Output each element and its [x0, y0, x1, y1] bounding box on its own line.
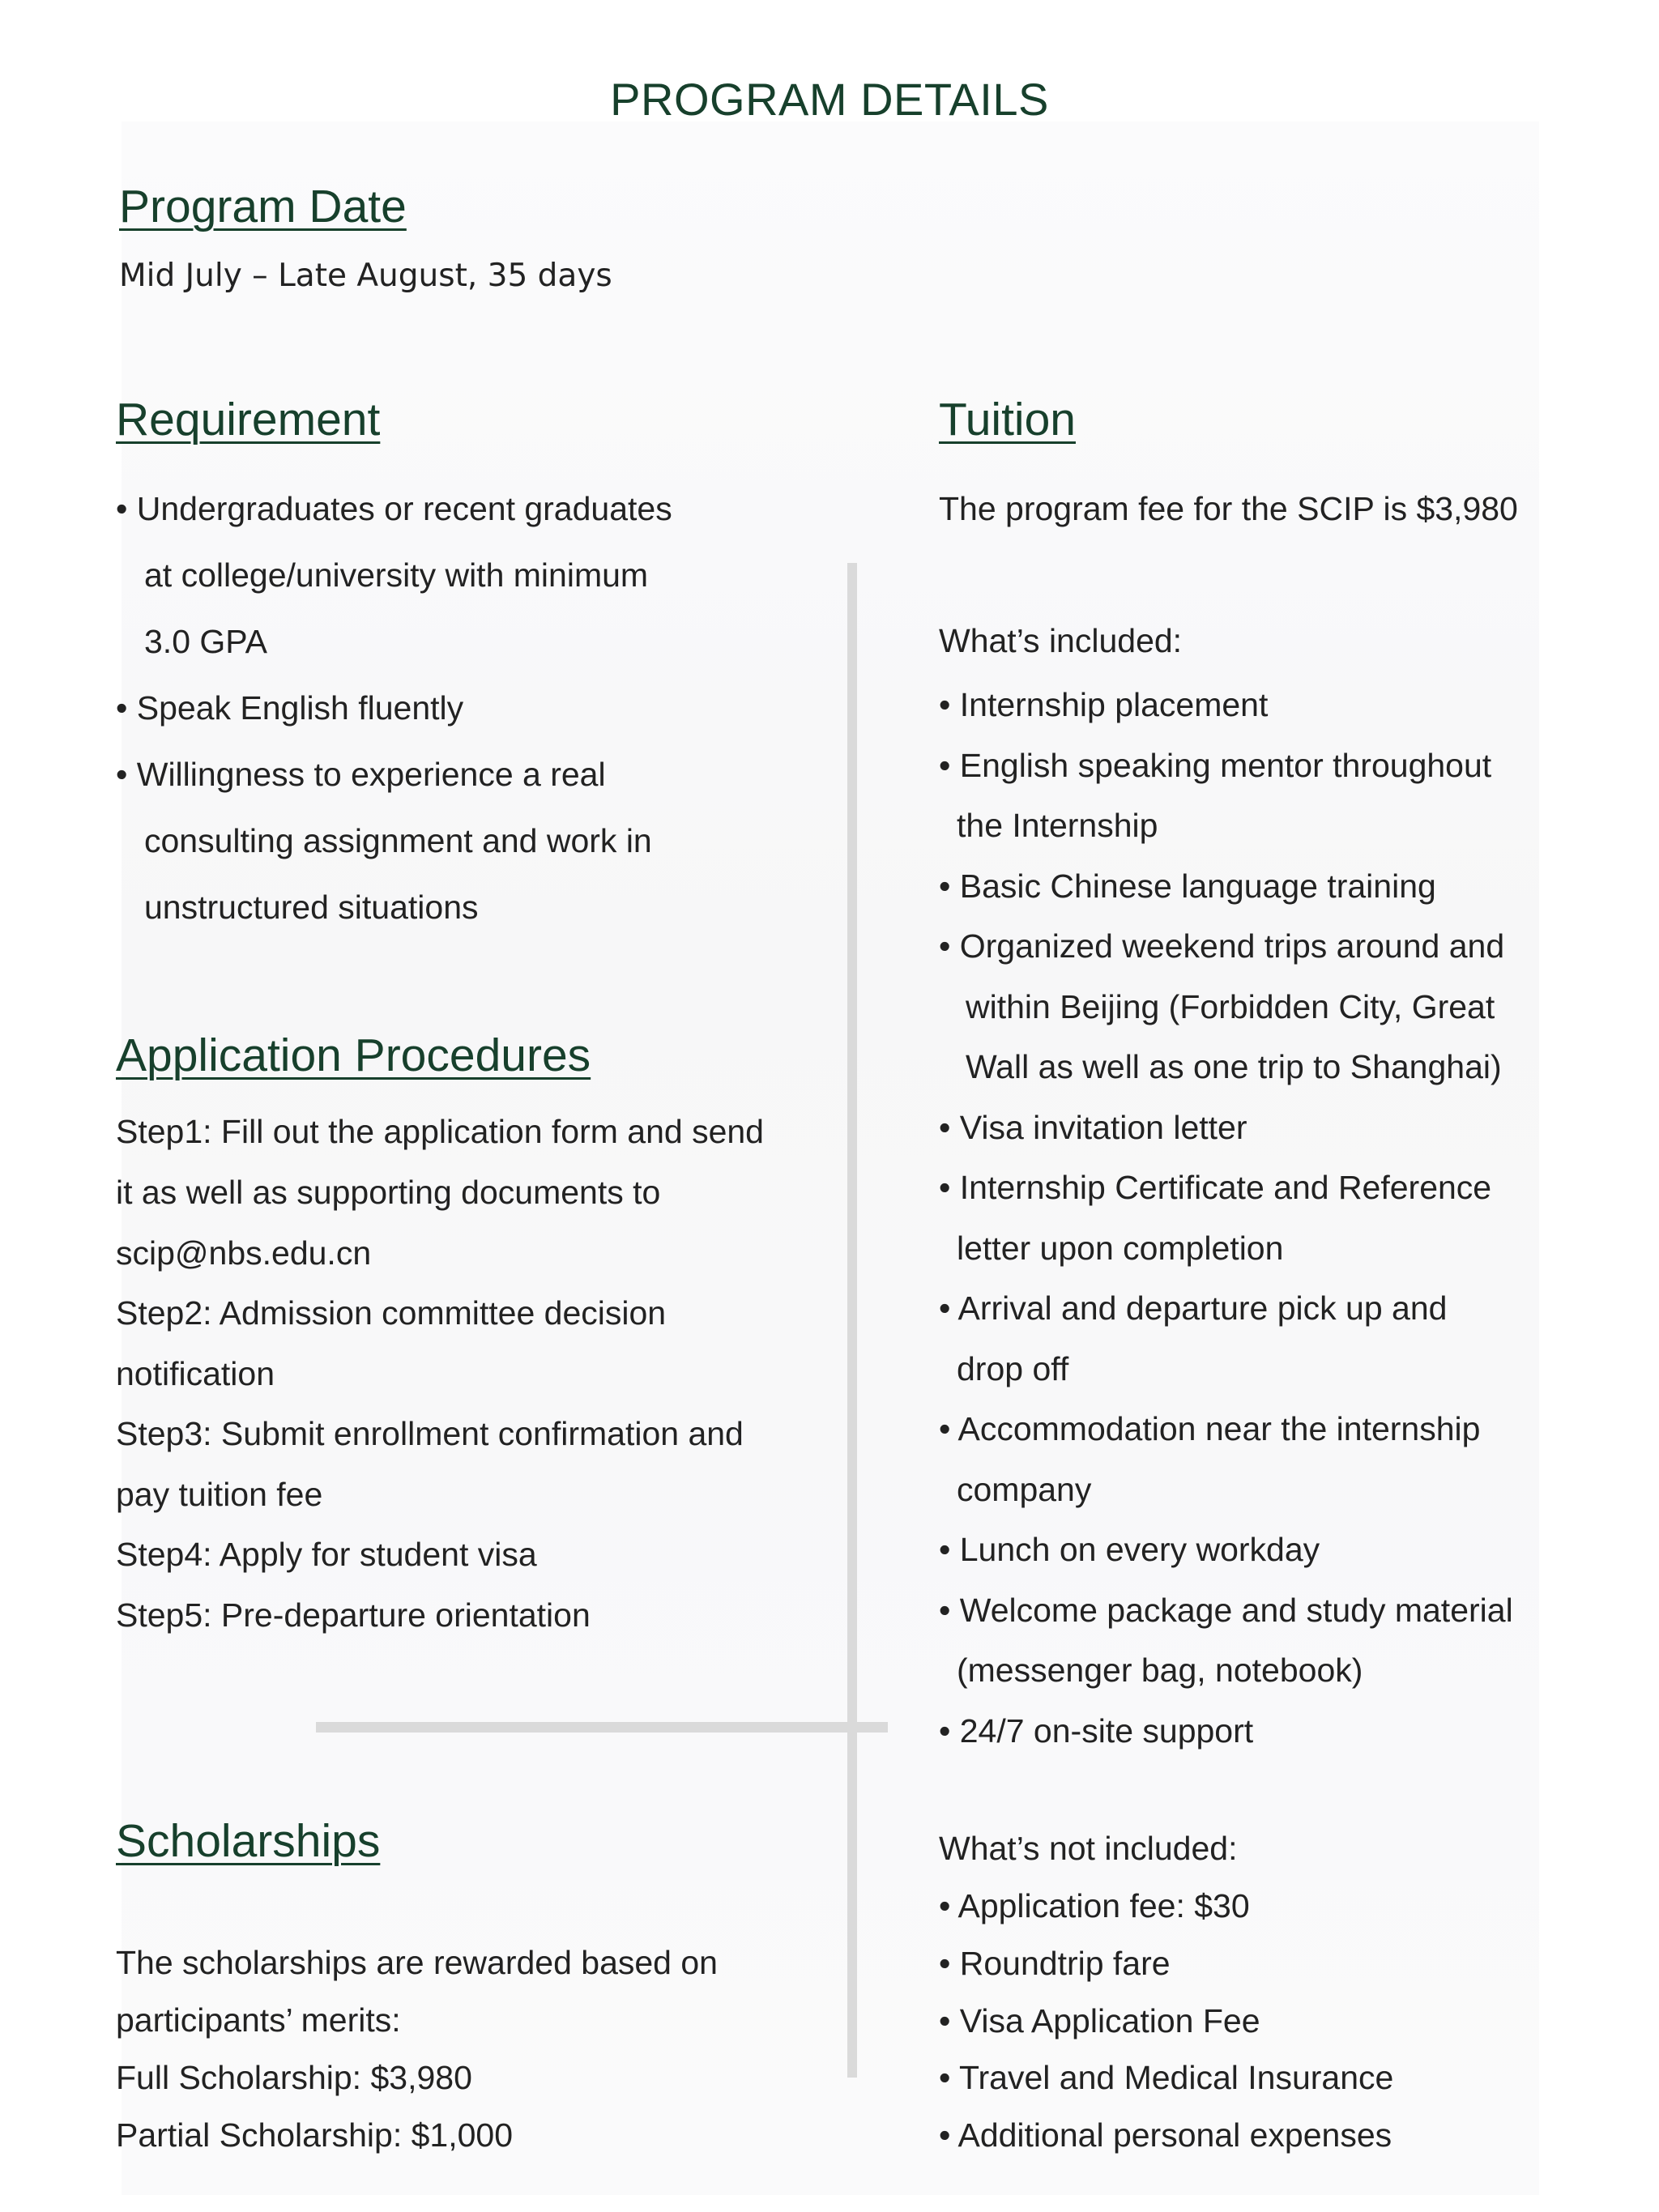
page-title: PROGRAM DETAILS — [610, 74, 1049, 125]
requirement-line: at college/university with minimum — [144, 556, 649, 594]
included-item: company — [957, 1471, 1092, 1508]
application-line: notification — [116, 1355, 275, 1392]
included-item: • Arrival and departure pick up and — [939, 1289, 1448, 1327]
included-item: • Accommodation near the internship — [939, 1410, 1481, 1447]
scholarships-heading: Scholarships — [116, 1815, 381, 1867]
application-heading: Application Procedures — [116, 1029, 591, 1081]
included-item: • Internship Certificate and Reference — [939, 1169, 1492, 1206]
scholarships-line: The scholarships are rewarded based on — [116, 1944, 718, 1981]
included-item: • 24/7 on-site support — [939, 1712, 1254, 1750]
tuition-heading: Tuition — [939, 394, 1076, 445]
tuition-fee: The program fee for the SCIP is $3,980 — [939, 490, 1518, 527]
included-item: • Basic Chinese language training — [939, 867, 1436, 905]
application-email: scip@nbs.edu.cn — [116, 1234, 372, 1272]
application-line: pay tuition fee — [116, 1476, 323, 1513]
requirement-heading: Requirement — [116, 394, 381, 445]
application-line: Step2: Admission committee decision — [116, 1294, 667, 1332]
scholarships-line: Full Scholarship: $3,980 — [116, 2059, 472, 2096]
included-item: drop off — [957, 1350, 1069, 1387]
application-line: Step5: Pre-departure orientation — [116, 1596, 591, 1634]
application-line: Step1: Fill out the application form and send — [116, 1113, 764, 1150]
not-included-item: • Visa Application Fee — [939, 2002, 1260, 2039]
included-item: • Internship placement — [939, 686, 1269, 723]
requirement-line: • Undergraduates or recent graduates — [116, 490, 672, 527]
requirement-line: • Speak English fluently — [116, 689, 464, 727]
application-line: Step3: Submit enrollment confirmation and — [116, 1415, 744, 1452]
included-item: • Lunch on every workday — [939, 1531, 1320, 1568]
included-item: letter upon completion — [957, 1230, 1284, 1267]
included-item: (messenger bag, notebook) — [957, 1652, 1363, 1689]
included-item: • Welcome package and study material — [939, 1592, 1513, 1629]
program-date-text: Mid July – Late August, 35 days — [119, 258, 612, 294]
not-included-item: • Roundtrip fare — [939, 1945, 1171, 1982]
requirement-line: • Willingness to experience a real — [116, 756, 606, 793]
included-item: within Beijing (Forbidden City, Great — [966, 988, 1495, 1025]
application-line: it as well as supporting documents to — [116, 1174, 661, 1211]
horizontal-divider — [316, 1722, 888, 1733]
vertical-divider — [847, 563, 857, 2078]
requirement-line: 3.0 GPA — [144, 623, 267, 660]
application-line: Step4: Apply for student visa — [116, 1536, 537, 1573]
included-item: the Internship — [957, 807, 1158, 844]
included-item: • English speaking mentor throughout — [939, 747, 1492, 784]
not-included-label: What’s not included: — [939, 1830, 1238, 1867]
not-included-item: • Travel and Medical Insurance — [939, 2059, 1394, 2096]
scholarships-line: participants’ merits: — [116, 2001, 401, 2039]
included-item: • Visa invitation letter — [939, 1109, 1247, 1146]
not-included-item: • Additional personal expenses — [939, 2116, 1392, 2154]
requirement-line: consulting assignment and work in — [144, 822, 652, 859]
included-item: Wall as well as one trip to Shanghai) — [966, 1048, 1502, 1085]
included-item: • Organized weekend trips around and — [939, 927, 1505, 965]
included-label: What’s included: — [939, 622, 1183, 659]
requirement-line: unstructured situations — [144, 889, 479, 926]
not-included-item: • Application fee: $30 — [939, 1887, 1250, 1924]
program-date-heading: Program Date — [119, 181, 407, 232]
scholarships-line: Partial Scholarship: $1,000 — [116, 2116, 514, 2154]
